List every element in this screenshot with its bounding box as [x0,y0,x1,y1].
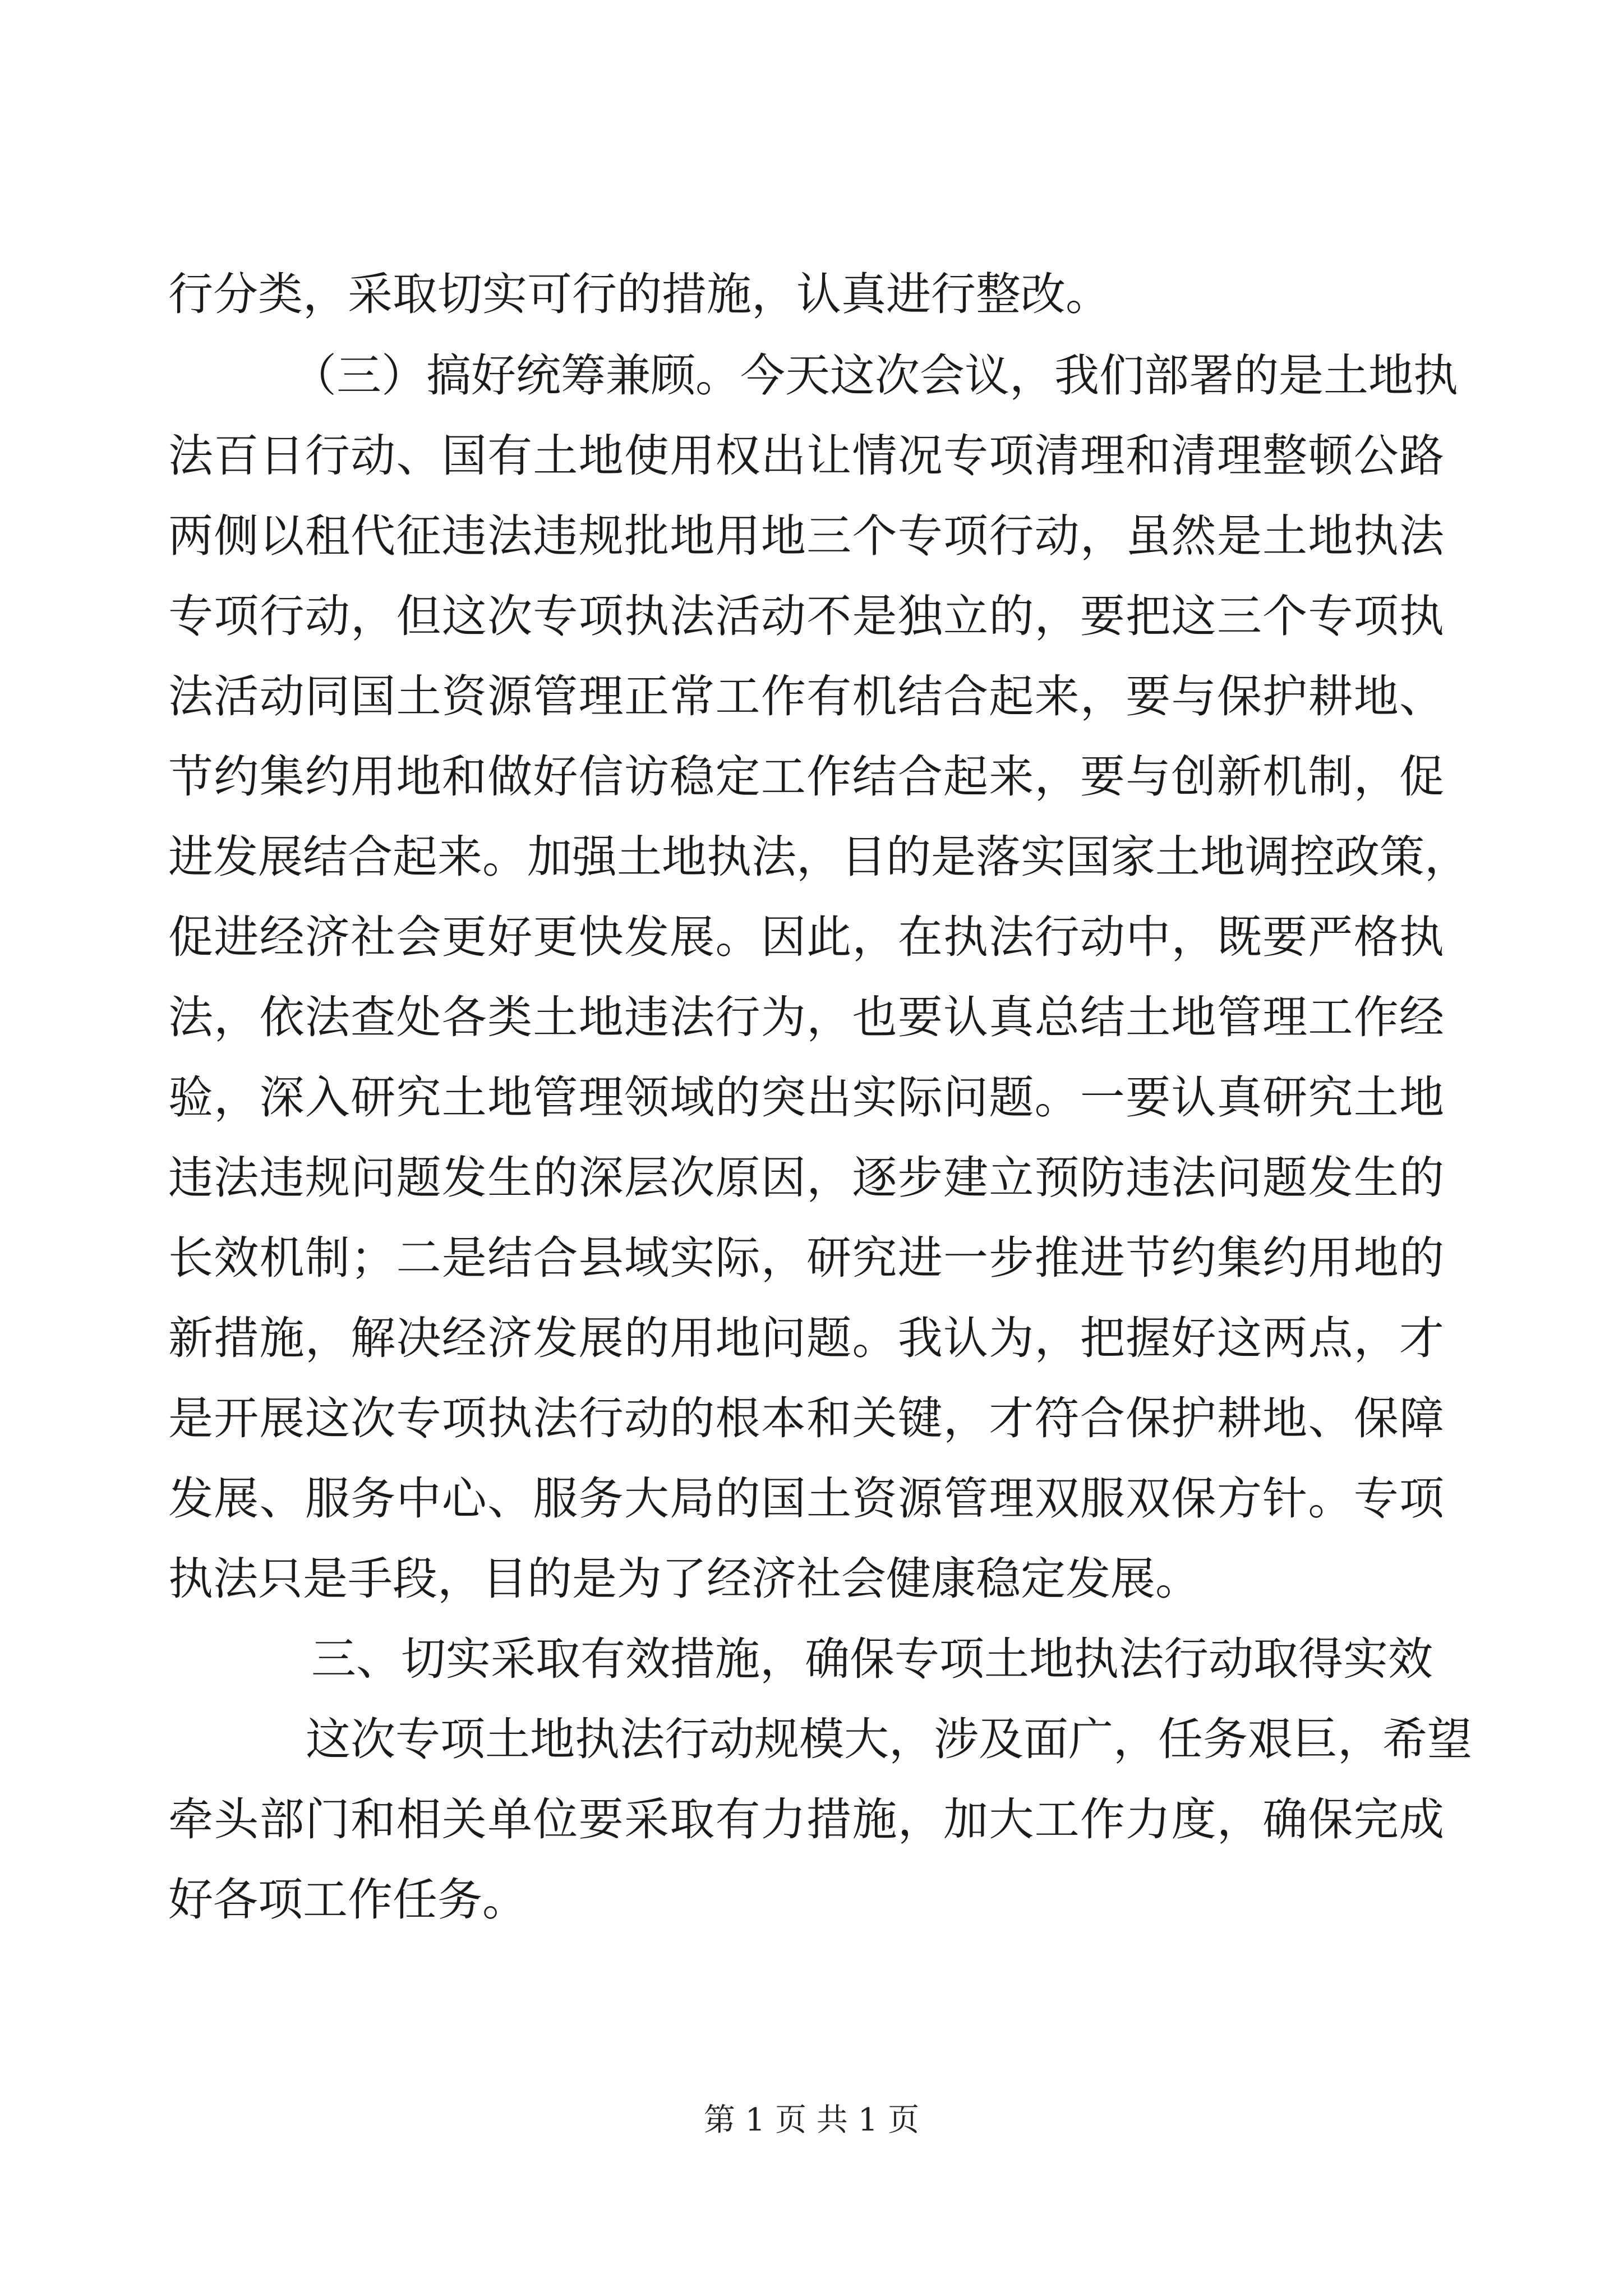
text-line [0,1858,1623,1942]
text-line [0,1056,1623,1140]
text-line [0,252,1623,337]
text-line-content: 行分类，采取切实可行的措施，认真进行整改。 [168,268,1110,320]
text-line-content: 促进经济社会更好更快发展。因此，在执法行动中，既要严格执 [168,911,1444,963]
text-line-content: 违法违规问题发生的深层次原因，逐步建立预防违法问题发生的 [168,1152,1444,1204]
text-line [0,735,1623,819]
section-heading [0,1617,1623,1701]
text-line-content: 长效机制；二是结合县域实际，研究进一步推进节约集约用地的 [168,1232,1444,1284]
text-line-content: 好各项工作任务。 [168,1874,527,1926]
text-line-content: 法活动同国土资源管理正常工作有机结合起来，要与保护耕地、 [168,670,1444,723]
text-line [0,895,1623,979]
text-line-content: 法，依法查处各类土地违法行为，也要认真总结土地管理工作经 [168,991,1444,1043]
text-line-content: 节约集约用地和做好信访稳定工作结合起来，要与创新机制，促 [168,751,1444,803]
text-line [0,1457,1623,1541]
text-line-content: （三）搞好统筹兼顾。今天这次会议，我们部署的是土地执 [292,349,1458,402]
section-heading-text: 三、切实采取有效措施，确保专项土地执法行动取得实效 [311,1633,1433,1685]
text-line [0,815,1623,899]
text-line-content: 法百日行动、国有土地使用权出让情况专项清理和清理整顿公路 [168,430,1444,482]
text-line [0,334,1623,418]
text-line [0,1697,1623,1782]
text-line [0,414,1623,498]
text-line-content: 进发展结合起来。加强土地执法，目的是落实国家土地调控政策， [168,831,1469,883]
text-line-content: 发展、服务中心、服务大局的国土资源管理双服双保方针。专项 [168,1473,1444,1525]
text-line [0,574,1623,659]
text-line [0,1778,1623,1862]
text-line [0,1537,1623,1621]
page-number-label: 第 1 页 共 1 页 [703,2102,920,2138]
text-line-content: 验，深入研究土地管理领域的突出实际问题。一要认真研究土地 [168,1071,1444,1124]
page-footer [0,2092,1623,2148]
text-line-content: 新措施，解决经济发展的用地问题。我认为，把握好这两点，才 [168,1312,1444,1364]
text-line [0,976,1623,1060]
text-line [0,655,1623,739]
text-line [0,1136,1623,1220]
text-line-content: 专项行动，但这次专项执法活动不是独立的，要把这三个专项执 [168,590,1444,642]
text-line-content: 执法只是手段，目的是为了经济社会健康稳定发展。 [168,1553,1200,1605]
text-line [0,1296,1623,1381]
text-line-content: 牵头部门和相关单位要采取有力措施，加大工作力度，确保完成 [168,1793,1444,1846]
text-line [0,1216,1623,1300]
text-line [0,494,1623,578]
text-line [0,1377,1623,1461]
text-line-content: 是开展这次专项执法行动的根本和关键，才符合保护耕地、保障 [168,1392,1444,1444]
text-line-content: 这次专项土地执法行动规模大，涉及面广，任务艰巨，希望 [306,1713,1472,1765]
text-line-content: 两侧以租代征违法违规批地用地三个专项行动，虽然是土地执法 [168,510,1444,562]
